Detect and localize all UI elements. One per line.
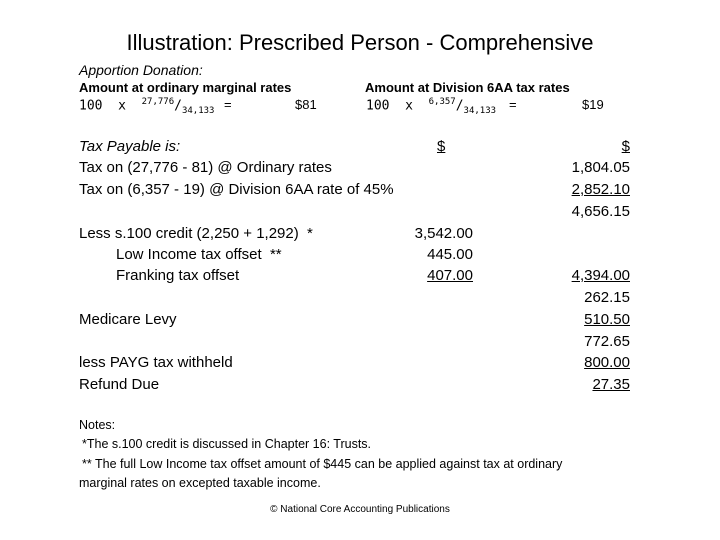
- division-6aa-formula: 100 x $^{6,357}/_{34,133}$: [366, 97, 497, 116]
- note-s100-credit: *The s.100 credit is discussed in Chapter 16: Trusts.: [82, 437, 372, 451]
- lito-value: 445.00: [427, 246, 473, 263]
- medicare-levy-label: Medicare Levy: [79, 311, 177, 328]
- refund-due-value: 27.35: [592, 376, 630, 393]
- division-6aa-result: $19: [582, 97, 604, 112]
- tax-payable-heading: Tax Payable is:: [79, 138, 181, 155]
- division-6aa-label: Amount at Division 6AA tax rates: [365, 80, 570, 95]
- ordinary-rates-formula: 100 x $^{27,776}/_{34,133}$: [79, 97, 215, 116]
- col1-header: $: [437, 138, 446, 155]
- tax-ordinary-label: Tax on (27,776 - 81) @ Ordinary rates: [79, 159, 332, 176]
- after-medicare-total: 772.65: [584, 333, 630, 350]
- tax-subtotal: 4,656.15: [571, 203, 630, 220]
- division-6aa-equals: =: [509, 97, 517, 112]
- s100-credit-label: Less s.100 credit (2,250 + 1,292) *: [79, 225, 313, 242]
- col2-header: $: [621, 138, 630, 155]
- franking-offset-label: Franking tax offset: [116, 267, 240, 284]
- offsets-total: 4,394.00: [571, 267, 630, 284]
- lito-label: Low Income tax offset **: [116, 246, 282, 263]
- tax-ordinary-value: 1,804.05: [571, 159, 630, 176]
- tax-division-6aa-value: 2,852.10: [571, 181, 630, 198]
- payg-withheld-value: 800.00: [584, 354, 630, 371]
- payg-withheld-label: less PAYG tax withheld: [79, 354, 233, 371]
- note-lito-line2: marginal rates on excepted taxable income.: [79, 476, 321, 490]
- net-tax: 262.15: [584, 289, 630, 306]
- s100-credit-value: 3,542.00: [414, 225, 473, 242]
- notes-heading: Notes:: [79, 418, 116, 432]
- page-title: Illustration: Prescribed Person - Comprehensive: [126, 30, 594, 55]
- apportion-heading: Apportion Donation:: [79, 62, 203, 78]
- refund-due-label: Refund Due: [79, 376, 160, 393]
- note-lito-line1: ** The full Low Income tax offset amount of $445 can be applied against tax at ordinary: [82, 457, 563, 471]
- ordinary-rates-result: $81: [295, 97, 317, 112]
- copyright-footer: © National Core Accounting Publications: [270, 504, 450, 515]
- franking-offset-value: 407.00: [427, 267, 473, 284]
- medicare-levy-value: 510.50: [584, 311, 630, 328]
- ordinary-rates-equals: =: [224, 97, 232, 112]
- ordinary-rates-label: Amount at ordinary marginal rates: [79, 80, 292, 95]
- tax-division-6aa-label: Tax on (6,357 - 19) @ Division 6AA rate of 45%: [79, 181, 394, 198]
